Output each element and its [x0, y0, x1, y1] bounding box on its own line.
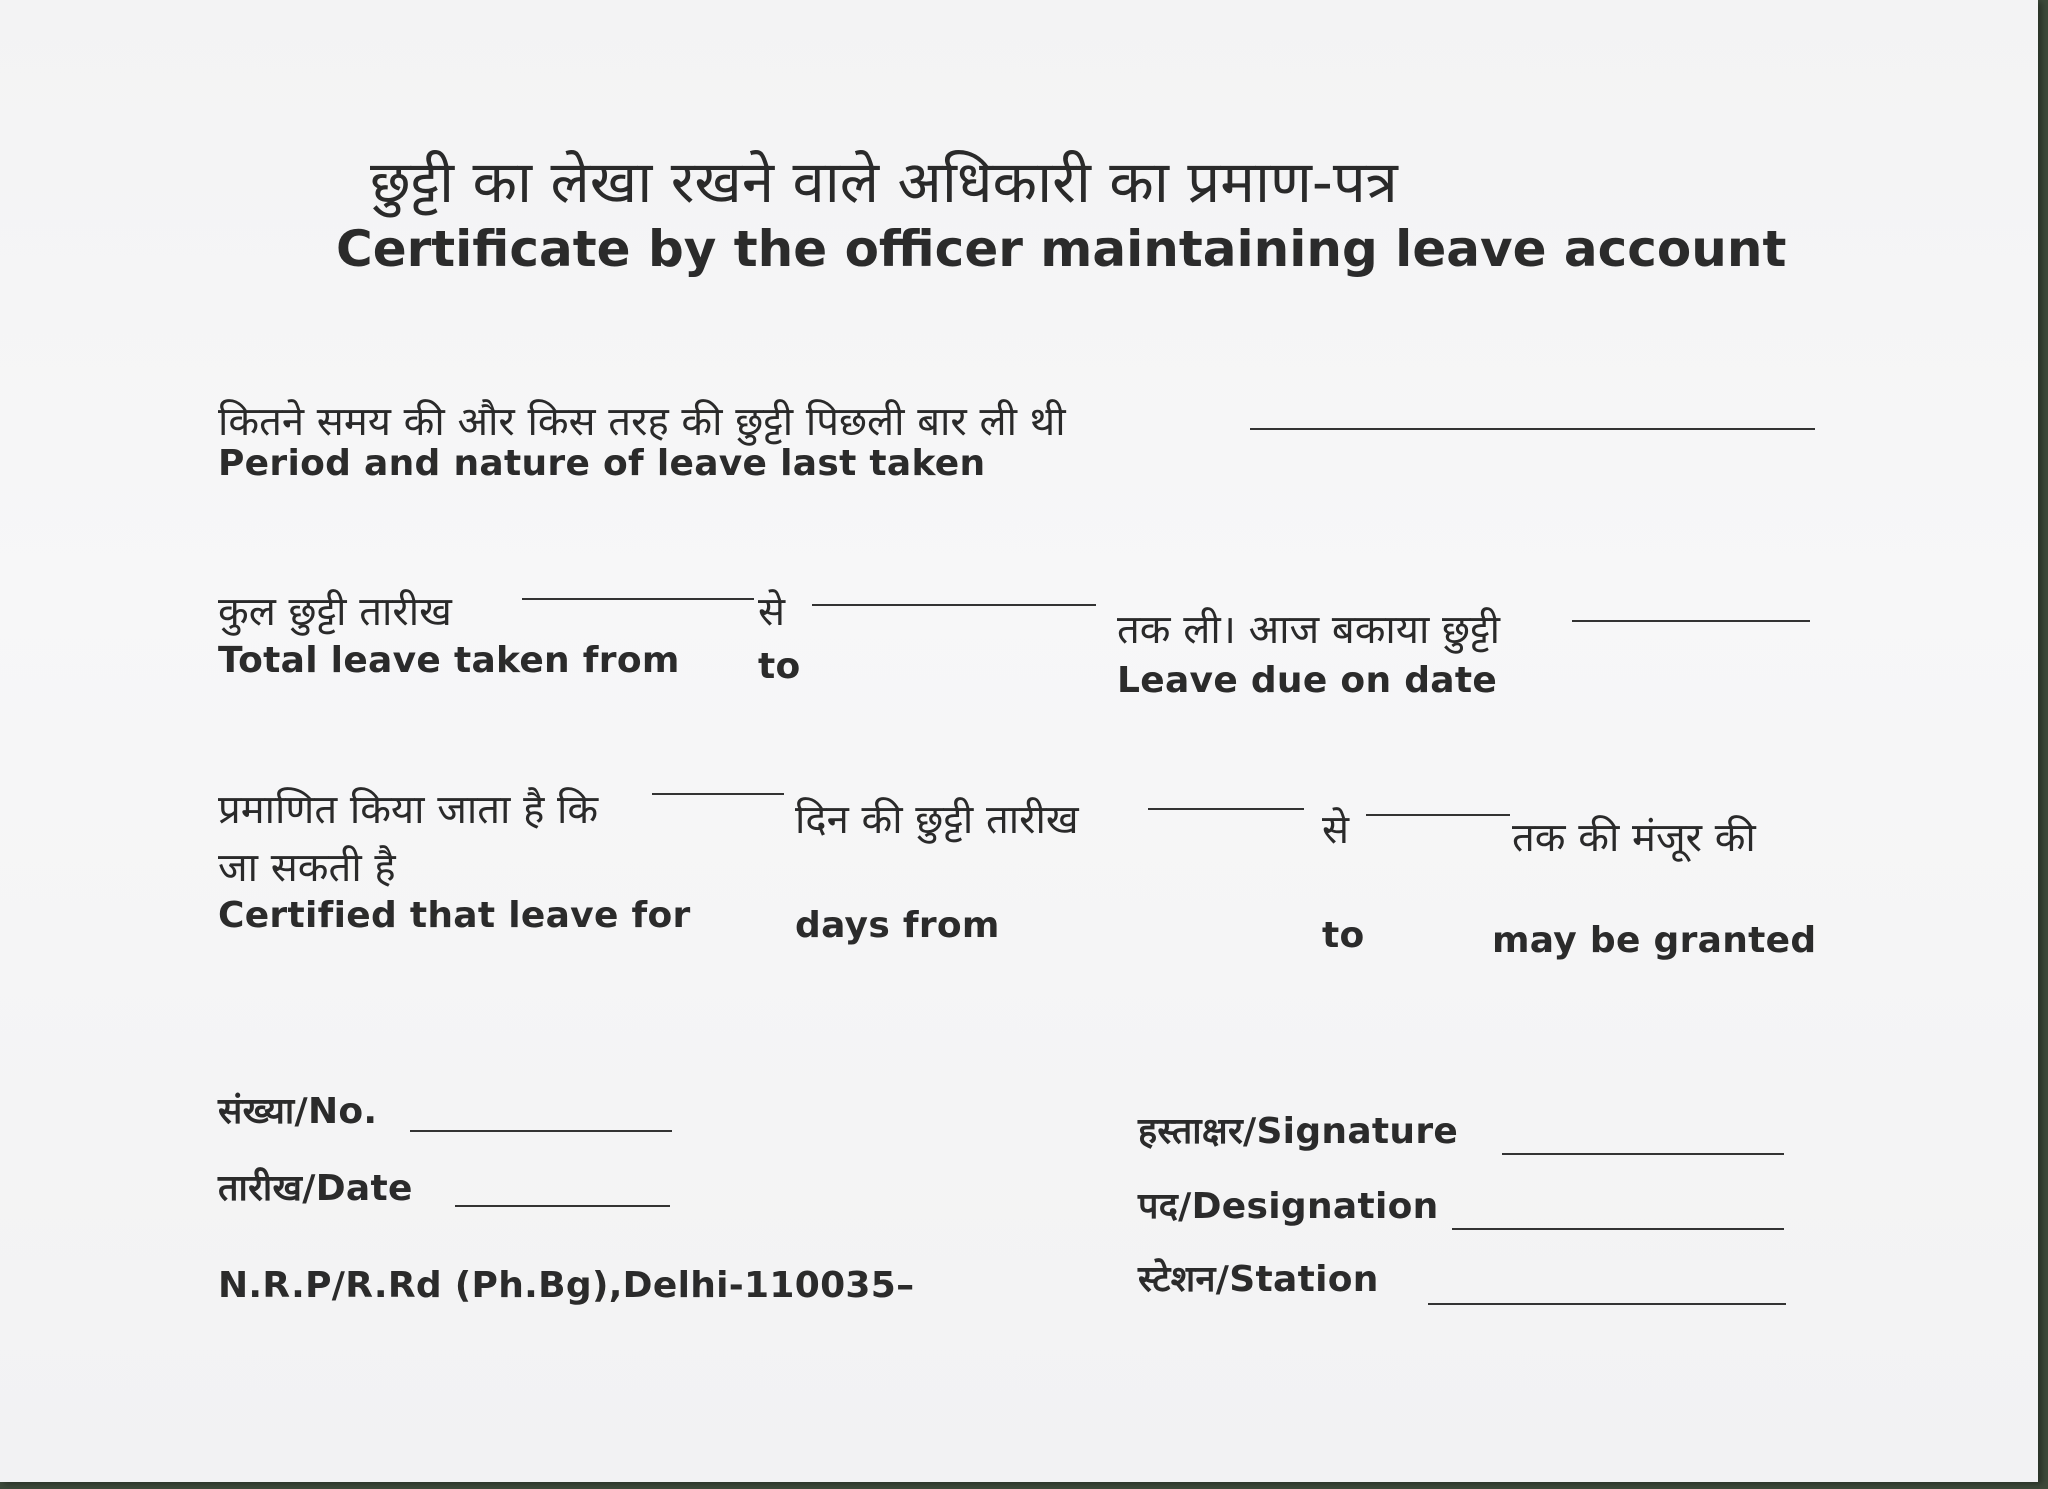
- date-label: तारीख/Date: [218, 1168, 413, 1209]
- leave-due-english: Leave due on date: [1117, 660, 1498, 701]
- date-blank[interactable]: [455, 1205, 670, 1207]
- total-leave-to-hindi: से: [758, 589, 786, 635]
- granted-to-hindi: से: [1322, 807, 1350, 853]
- leave-due-hindi: तक ली। आज बकाया छुट्टी: [1117, 607, 1501, 653]
- station-blank[interactable]: [1428, 1303, 1786, 1305]
- granted-english: may be granted: [1492, 920, 1817, 961]
- number-label: संख्या/No.: [218, 1091, 378, 1132]
- leave-due-blank[interactable]: [1572, 620, 1810, 622]
- title-hindi: छुट्टी का लेखा रखने वाले अधिकारी का प्रमाण-पत्र: [370, 148, 1398, 216]
- designation-label: पद/Designation: [1138, 1186, 1439, 1227]
- total-leave-to-blank[interactable]: [812, 604, 1096, 606]
- certified-hindi: प्रमाणित किया जाता है कि: [218, 787, 599, 833]
- granted-hindi: तक की मंजूर की: [1512, 815, 1756, 861]
- certified-days-blank[interactable]: [652, 793, 784, 795]
- certified-english: Certified that leave for: [218, 895, 691, 936]
- signature-blank[interactable]: [1502, 1153, 1784, 1155]
- leave-last-taken-hindi: कितने समय की और किस तरह की छुट्टी पिछली बार ली थी: [218, 399, 1066, 445]
- office-address: N.R.P/R.Rd (Ph.Bg),Delhi-110035–: [218, 1265, 915, 1306]
- granted-to-english: to: [1322, 915, 1365, 956]
- total-leave-from-blank[interactable]: [522, 598, 754, 600]
- total-leave-to-english: to: [758, 646, 801, 687]
- designation-blank[interactable]: [1452, 1228, 1784, 1230]
- days-from-english: days from: [795, 905, 1000, 946]
- days-from-blank[interactable]: [1148, 808, 1304, 810]
- number-blank[interactable]: [410, 1130, 672, 1132]
- granted-to-blank[interactable]: [1366, 814, 1510, 816]
- days-from-hindi: दिन की छुट्टी तारीख: [795, 797, 1079, 843]
- leave-last-taken-english: Period and nature of leave last taken: [218, 443, 986, 484]
- total-leave-from-english: Total leave taken from: [218, 640, 680, 681]
- leave-last-taken-blank[interactable]: [1250, 428, 1815, 430]
- station-label: स्टेशन/Station: [1138, 1259, 1379, 1300]
- signature-label: हस्ताक्षर/Signature: [1138, 1111, 1459, 1152]
- title-english: Certificate by the officer maintaining leave account: [336, 220, 1787, 278]
- certified-hindi-cont: जा सकती है: [218, 845, 396, 891]
- total-leave-from-hindi: कुल छुट्टी तारीख: [218, 589, 452, 635]
